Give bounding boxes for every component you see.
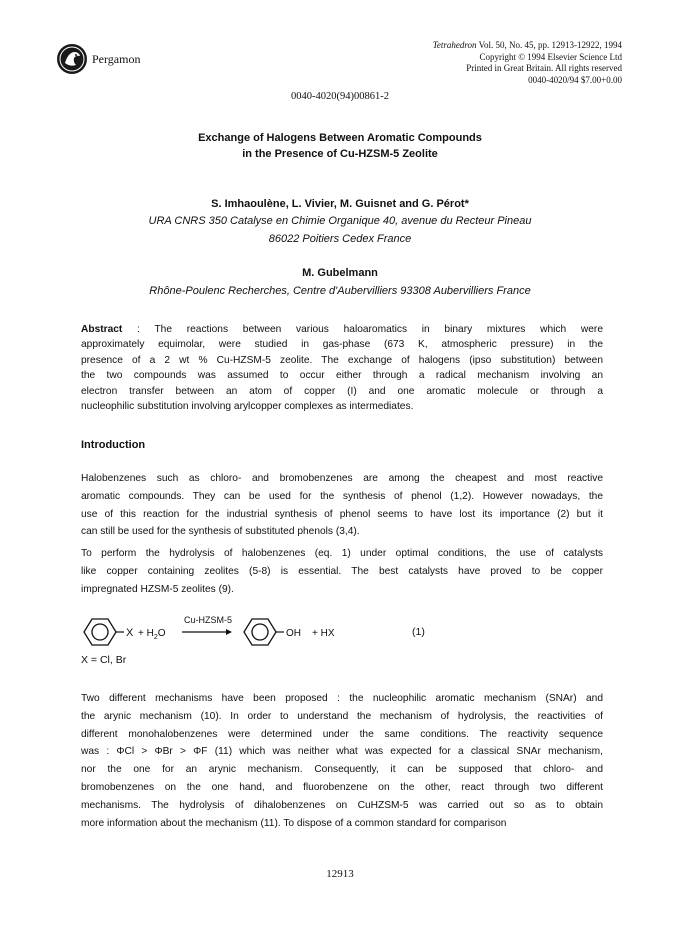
journal-citation xyxy=(342,40,622,86)
price-line: 0040-4020/94 $7.00+0.00 xyxy=(528,74,622,85)
equation-number: (1) xyxy=(412,626,425,638)
paragraph-line: use of this reaction for the industrial synthesis of phenol seems to have lost its importance (2) but it xyxy=(81,508,603,520)
abstract-line-5: electron transfer between an atom of copper (I) and one aromatic molecule or through a xyxy=(81,385,603,397)
article-title xyxy=(0,130,680,162)
benzene-ring-product-icon xyxy=(244,619,276,645)
abstract-line-6: nucleophilic substitution involving arylcopper complexes as intermediates. xyxy=(81,401,414,413)
byproduct-hx: + HX xyxy=(312,628,335,639)
product-hydroxyl: OH xyxy=(286,628,301,639)
abstract-line-3: presence of a 2 wt % Cu-HZSM-5 zeolite. The exchange of halogens (ipso substitution) between xyxy=(81,354,603,366)
pergamon-logo xyxy=(56,43,88,75)
abstract-label: Abstract xyxy=(81,324,123,335)
paragraph-line: aromatic compounds. They can be used for the synthesis of phenol (1,2). However nowadays, the xyxy=(81,490,603,502)
arrow-head-icon xyxy=(226,629,232,635)
equation-note: X = Cl, Br xyxy=(81,654,127,666)
paragraph-line: can still be used for the synthesis of substituted phenols (3,4). xyxy=(81,526,360,538)
paragraph-line: impregnated HZSM-5 zeolites (9). xyxy=(81,583,234,595)
journal-name: Tetrahedron xyxy=(432,40,477,50)
intro-paragraph-3 xyxy=(81,690,603,832)
title-line-2: in the Presence of Cu-HZSM-5 Zeolite xyxy=(242,148,438,160)
reactant-halogen: X xyxy=(126,627,134,639)
article-code: 0040-4020(94)00861-2 xyxy=(291,91,389,102)
paragraph-line: different monohalobenzenes were determined under the same conditions. The reactivity sequence xyxy=(81,728,603,740)
affiliation-2: Rhône-Poulenc Recherches, Centre d'Aubervilliers 93308 Aubervilliers France xyxy=(149,285,531,297)
journal-volume: Vol. 50, No. 45, pp. 12913-12922, 1994 xyxy=(476,40,622,50)
title-line-1: Exchange of Halogens Between Aromatic Compounds xyxy=(198,132,482,144)
abstract-line-1: Abstract : The reactions between various haloaromatics in binary mixtures which were xyxy=(81,324,603,335)
printed-line: Printed in Great Britain. All rights reserved xyxy=(466,63,622,73)
publisher-name: Pergamon xyxy=(92,52,141,66)
hydrolysis-equation xyxy=(80,612,440,652)
water-term: + $H_2O$ xyxy=(138,628,166,641)
intro-paragraph-1 xyxy=(81,470,603,541)
paragraph-line: Two different mechanisms have been proposed : the nucleophilic aromatic mechanism (SNAr) and xyxy=(81,693,603,704)
author-list: S. Imhaoulène, L. Vivier, M. Guisnet and G. Pérot* xyxy=(211,198,469,210)
paragraph-line: bromobenzenes on the one hand, and fluorobenzene on the other, react through two different xyxy=(81,781,603,793)
paragraph-line: like copper containing zeolites (5-8) is essential. The best catalysts have proved to be copper xyxy=(81,565,603,577)
paragraph-line: was : ΦCl > ΦBr > ΦF (11) which was neither what was expected for a classical SNAr mechanism, xyxy=(81,746,603,758)
paragraph-line: mechanisms. The hydrolysis of dihalobenzenes on CuHZSM-5 was carried out so as to obtain xyxy=(81,799,603,811)
introduction-heading: Introduction xyxy=(81,439,146,451)
affiliation-1-line-2: 86022 Poitiers Cedex France xyxy=(268,233,412,245)
paragraph-line: more information about the mechanism (11). To dispose of a common standard for comparison xyxy=(81,817,507,829)
affiliation-1-line-1: URA CNRS 350 Catalyse en Chimie Organique 40, avenue du Recteur Pineau xyxy=(148,215,532,227)
abstract-line-2: approximately equimolar, were studied in gas-phase (673 K, atmospheric pressure) in the xyxy=(81,339,603,351)
paragraph-line: the arynic mechanism (10). In order to understand the mechanism of hydrolysis, the reactivities of xyxy=(81,710,603,722)
intro-paragraph-2 xyxy=(81,545,603,598)
page-number: 12913 xyxy=(326,868,354,880)
abstract xyxy=(81,322,603,414)
benzene-ring-reactant-icon xyxy=(84,619,116,645)
paragraph-line: nor the one for an arynic mechanism. Consequently, it can be supposed that chloro- and xyxy=(81,764,603,776)
second-author: M. Gubelmann xyxy=(302,267,378,279)
copyright-line: Copyright © 1994 Elsevier Science Ltd xyxy=(479,51,622,62)
paragraph-line: Halobenzenes such as chloro- and bromobenzenes are among the cheapest and most reactive xyxy=(81,473,603,484)
abstract-line-4: the two compounds was assumed to occur either through a radical mechanism involving an xyxy=(81,370,603,382)
catalyst-label: Cu-HZSM-5 xyxy=(184,615,233,625)
paragraph-line: To perform the hydrolysis of halobenzenes (eq. 1) under optimal conditions, the use of catalysts xyxy=(81,548,603,559)
